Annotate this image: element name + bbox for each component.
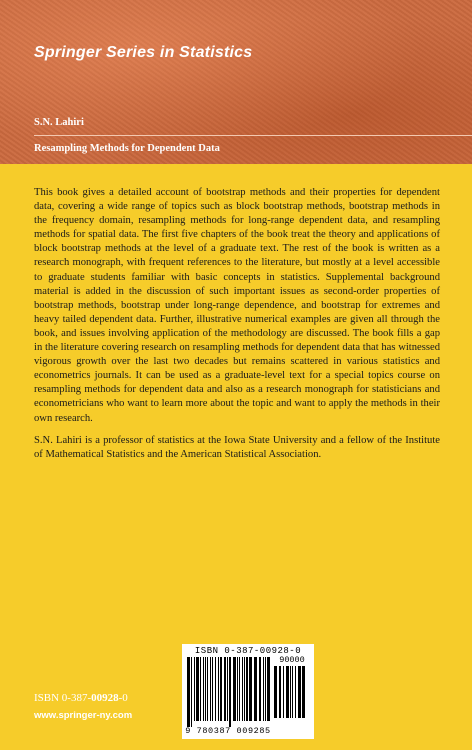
barcode-bar bbox=[233, 657, 236, 721]
barcode-bar bbox=[249, 657, 252, 721]
barcode-bar bbox=[254, 657, 257, 721]
barcode-bar bbox=[267, 657, 270, 721]
publisher-url: www.springer-ny.com bbox=[34, 710, 133, 721]
blurb-paragraph-author-bio: S.N. Lahiri is a professor of statistics at the Iowa State University and a fellow of the Institute of Mathematical Statistics and the American Statistical Association. bbox=[34, 434, 440, 460]
barcode-bar bbox=[229, 657, 231, 727]
barcode-bar bbox=[283, 666, 284, 718]
barcode-bar bbox=[279, 666, 281, 718]
barcode-bar bbox=[210, 657, 211, 721]
barcode-bar bbox=[298, 666, 301, 718]
barcode-box bbox=[182, 644, 314, 739]
header-divider bbox=[34, 135, 472, 136]
barcode-bar bbox=[227, 657, 228, 721]
barcode-bar bbox=[263, 657, 264, 721]
barcode-bar bbox=[215, 657, 216, 721]
barcode-bar bbox=[203, 657, 204, 721]
barcode-bar bbox=[187, 657, 190, 727]
barcode-bar bbox=[237, 657, 238, 721]
barcode-bars-main bbox=[186, 657, 272, 727]
isbn-bold-part: 00928 bbox=[91, 692, 119, 704]
barcode-bar bbox=[200, 657, 201, 721]
isbn-prefix: ISBN 0-387- bbox=[34, 692, 92, 704]
barcode-bar bbox=[242, 657, 243, 721]
barcode-bar bbox=[259, 657, 261, 721]
barcode-bar bbox=[194, 657, 195, 721]
barcode-bar bbox=[292, 666, 293, 718]
barcode-bar bbox=[274, 666, 277, 718]
barcode-bar bbox=[286, 666, 289, 718]
barcode-bar bbox=[191, 657, 192, 727]
barcode-bar bbox=[290, 666, 291, 718]
barcode-bar bbox=[224, 657, 226, 721]
barcode-bar bbox=[207, 657, 208, 721]
author-name: S.N. Lahiri bbox=[34, 117, 84, 128]
series-title: Springer Series in Statistics bbox=[34, 44, 253, 61]
cover-header-band bbox=[0, 0, 472, 164]
barcode-bar bbox=[244, 657, 245, 721]
blurb bbox=[34, 186, 440, 462]
barcode-bar bbox=[218, 657, 219, 721]
barcode-isbn-text: ISBN 0-387-00928-0 bbox=[194, 646, 302, 656]
book-title: Resampling Methods for Dependent Data bbox=[34, 143, 220, 154]
barcode-bar bbox=[212, 657, 213, 721]
barcode-bar bbox=[220, 657, 222, 721]
isbn-suffix: -0 bbox=[118, 692, 128, 704]
barcode-ean-digits: 9 780387 009285 bbox=[185, 726, 271, 736]
barcode-addon-digits: 90000 bbox=[279, 655, 305, 665]
barcode-bar bbox=[246, 657, 248, 721]
blurb-paragraph-description: This book gives a detailed account of bootstrap methods and their properties for dependent data, covering a wide range of topics such as block bootstrap methods, bootstrap methods in the frequency domain, resampling methods for long-range dependent data, and resampling methods for spatial data. The first five chapters of the book treat the theory and applications of block bootstrap methods at the level of a graduate text. The rest of the book is written as a research monograph, with frequent references to the literature, but mostly at a level accessible to graduate students familiar with basic concepts in statistics. Supplemental background material is added in the discussion of such important issues as second-order properties of bootstrap methods, bootstrap under long-range dependence, and bootstrap for extremes and heavy tailed dependent data. Further, illustrative numerical examples are given all through the book, and issues involving application of the methodology are discussed. The book fills a gap in the literature covering research on resampling methods for dependent data that has witnessed vigorous growth over the last two decades but remains scattered in various statistics and econometrics journals. It can be used as a graduate-level text for a special topics course on resampling methods for dependent data and also as a research monograph for statisticians and econometricians who want to learn more about the topic and want to apply the methods in their own research. bbox=[34, 187, 440, 424]
barcode-bar bbox=[239, 657, 240, 721]
barcode-bar bbox=[205, 657, 206, 721]
barcode-bar bbox=[295, 666, 296, 718]
barcode-bar bbox=[302, 666, 305, 718]
barcode-bars-addon bbox=[273, 666, 309, 724]
barcode-bar bbox=[265, 657, 266, 721]
barcode-bar bbox=[196, 657, 199, 721]
isbn-line bbox=[34, 692, 128, 704]
